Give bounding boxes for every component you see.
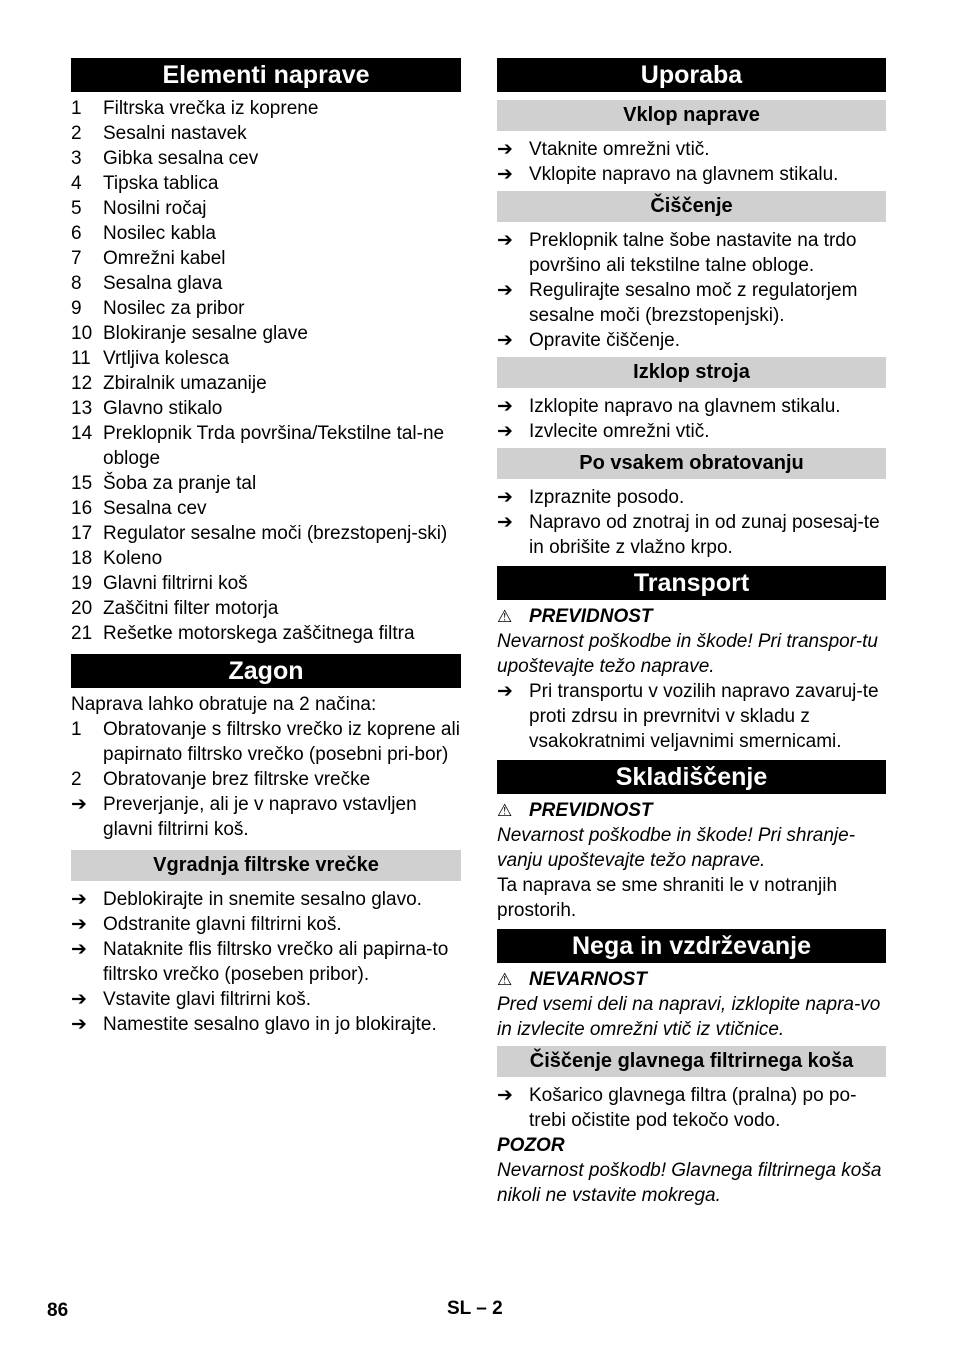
list-item-text: Glavni filtrirni koš [103,573,248,594]
list-item [71,296,461,321]
list-item-text: Obratovanje brez filtrske vrečke [103,769,371,790]
arrow-icon: ➔ [497,330,513,351]
warning-label: NEVARNOST [529,969,647,990]
list-item [71,246,461,271]
arrow-icon: ➔ [497,139,513,160]
list-item [71,546,461,571]
list-item-text: Vrtljiva kolesca [103,348,230,369]
list-item-text: Sesalni nastavek [103,123,247,144]
list-item-number: 2 [71,769,82,790]
list-item-number: 7 [71,248,82,269]
arrow-icon: ➔ [497,280,513,301]
list-item-text: Preverjanje, ali je v napravo vstavljen glavni filtrirni koš. [103,794,417,840]
warning-icon: ⚠ [497,607,513,626]
arrow-icon: ➔ [71,914,87,935]
section-number: – 2 [476,1298,503,1319]
list-item [71,96,461,121]
heading-uporaba: Uporaba [497,58,886,92]
list-item-text: Zbiralnik umazanije [103,373,267,394]
list-item-number: 4 [71,173,82,194]
heading-nega: Nega in vzdrževanje [497,929,886,963]
list-item-number: 2 [71,123,82,144]
vklop-list [497,137,886,187]
list-item [71,121,461,146]
list-item [71,346,461,371]
list-item [497,162,886,187]
list-item [71,571,461,596]
list-item-number: 14 [71,423,93,444]
list-item [71,496,461,521]
warning-label: PREVIDNOST [529,800,653,821]
list-item-text: Preklopnik Trda površina/Tekstilne tal-ne obloge [103,423,445,469]
list-item-number: 13 [71,398,93,419]
arrow-icon: ➔ [71,794,87,815]
arrow-icon: ➔ [497,230,513,251]
list-item-text: Regulirajte sesalno moč z regulatorjem sesalne moči (brezstopenjski). [529,280,858,326]
list-item [71,717,461,767]
pozor-text: Nevarnost poškodb! Glavnega filtrirnega koša nikoli ne vstavite mokrega. [497,1160,882,1206]
list-item-number: 11 [71,348,91,369]
list-item-number: 15 [71,473,93,494]
list-item [71,321,461,346]
arrow-icon: ➔ [497,512,513,533]
list-item-text: Sesalna glava [103,273,223,294]
arrow-icon: ➔ [71,889,87,910]
list-item-text: Omrežni kabel [103,248,226,269]
list-item [71,887,461,912]
list-item-text: Preklopnik talne šobe nastavite na trdo površino ali tekstilne talne obloge. [529,230,857,276]
list-item [497,1083,886,1133]
list-item-text: Obratovanje s filtrsko vrečko iz koprene ali papirnato filtrsko vrečko (posebni pri-bor) [103,719,460,765]
list-item-number: 20 [71,598,93,619]
list-item-text: Regulator sesalne moči (brezstopenj-ski) [103,523,448,544]
list-item-number: 18 [71,548,93,569]
pozor-label: POZOR [497,1135,565,1156]
page-number: 86 [47,1300,69,1321]
zagon-list [71,717,461,792]
footer-language [447,1296,503,1321]
heading-ciscenje: Čiščenje [497,191,886,222]
list-item [71,371,461,396]
list-item [497,137,886,162]
list-item-text: Opravite čiščenje. [529,330,681,351]
list-item [71,171,461,196]
arrow-icon: ➔ [497,396,513,417]
list-item-number: 10 [71,323,93,344]
list-item-text: Zaščitni filter motorja [103,598,279,619]
arrow-icon: ➔ [497,421,513,442]
zagon-intro: Naprava lahko obratuje na 2 načina: [71,694,377,715]
po-list [497,485,886,560]
list-item-number: 9 [71,298,82,319]
list-item [497,510,886,560]
list-item-text: Izpraznite posodo. [529,487,685,508]
list-item-text: Napravo od znotraj in od zunaj posesaj-te in obrišite z vlažno krpo. [529,512,880,558]
left-column [71,58,461,1037]
list-item [71,521,461,546]
list-item-text: Koleno [103,548,163,569]
skladiscenje-text: Ta naprava se sme shraniti le v notranjih prostorih. [497,875,838,921]
transport-warning-text: Nevarnost poškodbe in škode! Pri transpor-tu upoštevajte težo naprave. [497,631,878,677]
list-item-text: Nosilec za pribor [103,298,245,319]
list-item [497,228,886,278]
heading-vgradnja: Vgradnja filtrske vrečke [71,850,461,881]
skladiscenje-warning-text: Nevarnost poškodbe in škode! Pri shranje-vanju upoštevajte težo naprave. [497,825,856,871]
list-item [71,621,461,646]
kos-list [497,1083,886,1133]
language-code: SL [447,1298,471,1319]
list-item [71,196,461,221]
list-item [71,221,461,246]
heading-vklop: Vklop naprave [497,100,886,131]
list-item-text: Košarico glavnega filtra (pralna) po po-trebi očistite pod tekočo vodo. [529,1085,857,1131]
heading-zagon: Zagon [71,654,461,688]
list-item-text: Vstavite glavi filtrirni koš. [103,989,312,1010]
list-item-text: Nosilni ročaj [103,198,207,219]
list-item-text: Vtaknite omrežni vtič. [529,139,710,160]
list-item-number: 5 [71,198,82,219]
list-item [71,396,461,421]
list-item [497,278,886,328]
list-item-text: Šoba za pranje tal [103,473,257,494]
arrow-icon: ➔ [71,939,87,960]
list-item [71,421,461,471]
heading-transport: Transport [497,566,886,600]
heading-skladiscenje: Skladiščenje [497,760,886,794]
right-column [497,58,886,1208]
warning-label: PREVIDNOST [529,606,653,627]
list-item-text: Rešetke motorskega zaščitnega filtra [103,623,415,644]
warning-icon: ⚠ [497,970,513,989]
list-item-text: Tipska tablica [103,173,219,194]
transport-list [497,679,886,754]
arrow-icon: ➔ [71,1014,87,1035]
list-item-text: Glavno stikalo [103,398,223,419]
heading-po-obratovanju: Po vsakem obratovanju [497,448,886,479]
list-item [71,937,461,987]
list-item [497,394,886,419]
warning-icon: ⚠ [497,801,513,820]
list-item-number: 6 [71,223,82,244]
elements-list [71,96,461,646]
list-item-number: 19 [71,573,93,594]
list-item-text: Sesalna cev [103,498,207,519]
arrow-icon: ➔ [497,487,513,508]
ciscenje-list [497,228,886,353]
list-item-text: Pri transportu v vozilih napravo zavaruj-te proti zdrsu in prevrnitvi v skladu z vsakokratnimi veljavnimi smernicami. [529,681,879,752]
arrow-icon: ➔ [497,1085,513,1106]
arrow-icon: ➔ [497,681,513,702]
list-item [71,767,461,792]
heading-ciscenje-kosa: Čiščenje glavnega filtrirnega koša [497,1046,886,1077]
heading-elementi-naprave: Elementi naprave [71,58,461,92]
list-item [71,596,461,621]
list-item [71,987,461,1012]
list-item-text: Nosilec kabla [103,223,216,244]
list-item-number: 16 [71,498,93,519]
list-item-text: Izklopite napravo na glavnem stikalu. [529,396,841,417]
list-item [71,271,461,296]
izklop-list [497,394,886,444]
skladiscenje-warning [497,798,886,823]
list-item [497,485,886,510]
list-item-number: 21 [71,623,93,644]
vgradnja-list [71,887,461,1037]
list-item-text: Namestite sesalno glavo in jo blokirajte. [103,1014,437,1035]
list-item-text: Filtrska vrečka iz koprene [103,98,319,119]
list-item-text: Gibka sesalna cev [103,148,259,169]
transport-warning [497,604,886,629]
list-item-text: Izvlecite omrežni vtič. [529,421,710,442]
list-item [497,419,886,444]
list-item-text: Odstranite glavni filtrirni koš. [103,914,342,935]
list-item-text: Blokiranje sesalne glave [103,323,308,344]
list-item [71,471,461,496]
list-item-number: 17 [71,523,93,544]
list-item [497,328,886,353]
list-item-number: 1 [71,98,82,119]
list-item [71,146,461,171]
list-item-number: 8 [71,273,82,294]
arrow-icon: ➔ [71,989,87,1010]
list-item-number: 3 [71,148,82,169]
list-item [71,912,461,937]
list-item-text: Deblokirajte in snemite sesalno glavo. [103,889,422,910]
list-item-number: 1 [71,719,82,740]
list-item-text: Vklopite napravo na glavnem stikalu. [529,164,839,185]
list-item [497,679,886,754]
arrow-icon: ➔ [497,164,513,185]
nega-warning-text: Pred vsemi deli na napravi, izklopite napra-vo in izvlecite omrežni vtič iz vtičnice. [497,994,881,1040]
list-item [71,1012,461,1037]
list-item-text: Nataknite flis filtrsko vrečko ali papirna-to filtrsko vrečko (poseben pribor). [103,939,449,985]
heading-izklop: Izklop stroja [497,357,886,388]
nega-warning [497,967,886,992]
zagon-arrow-item [71,792,461,842]
list-item-number: 12 [71,373,93,394]
